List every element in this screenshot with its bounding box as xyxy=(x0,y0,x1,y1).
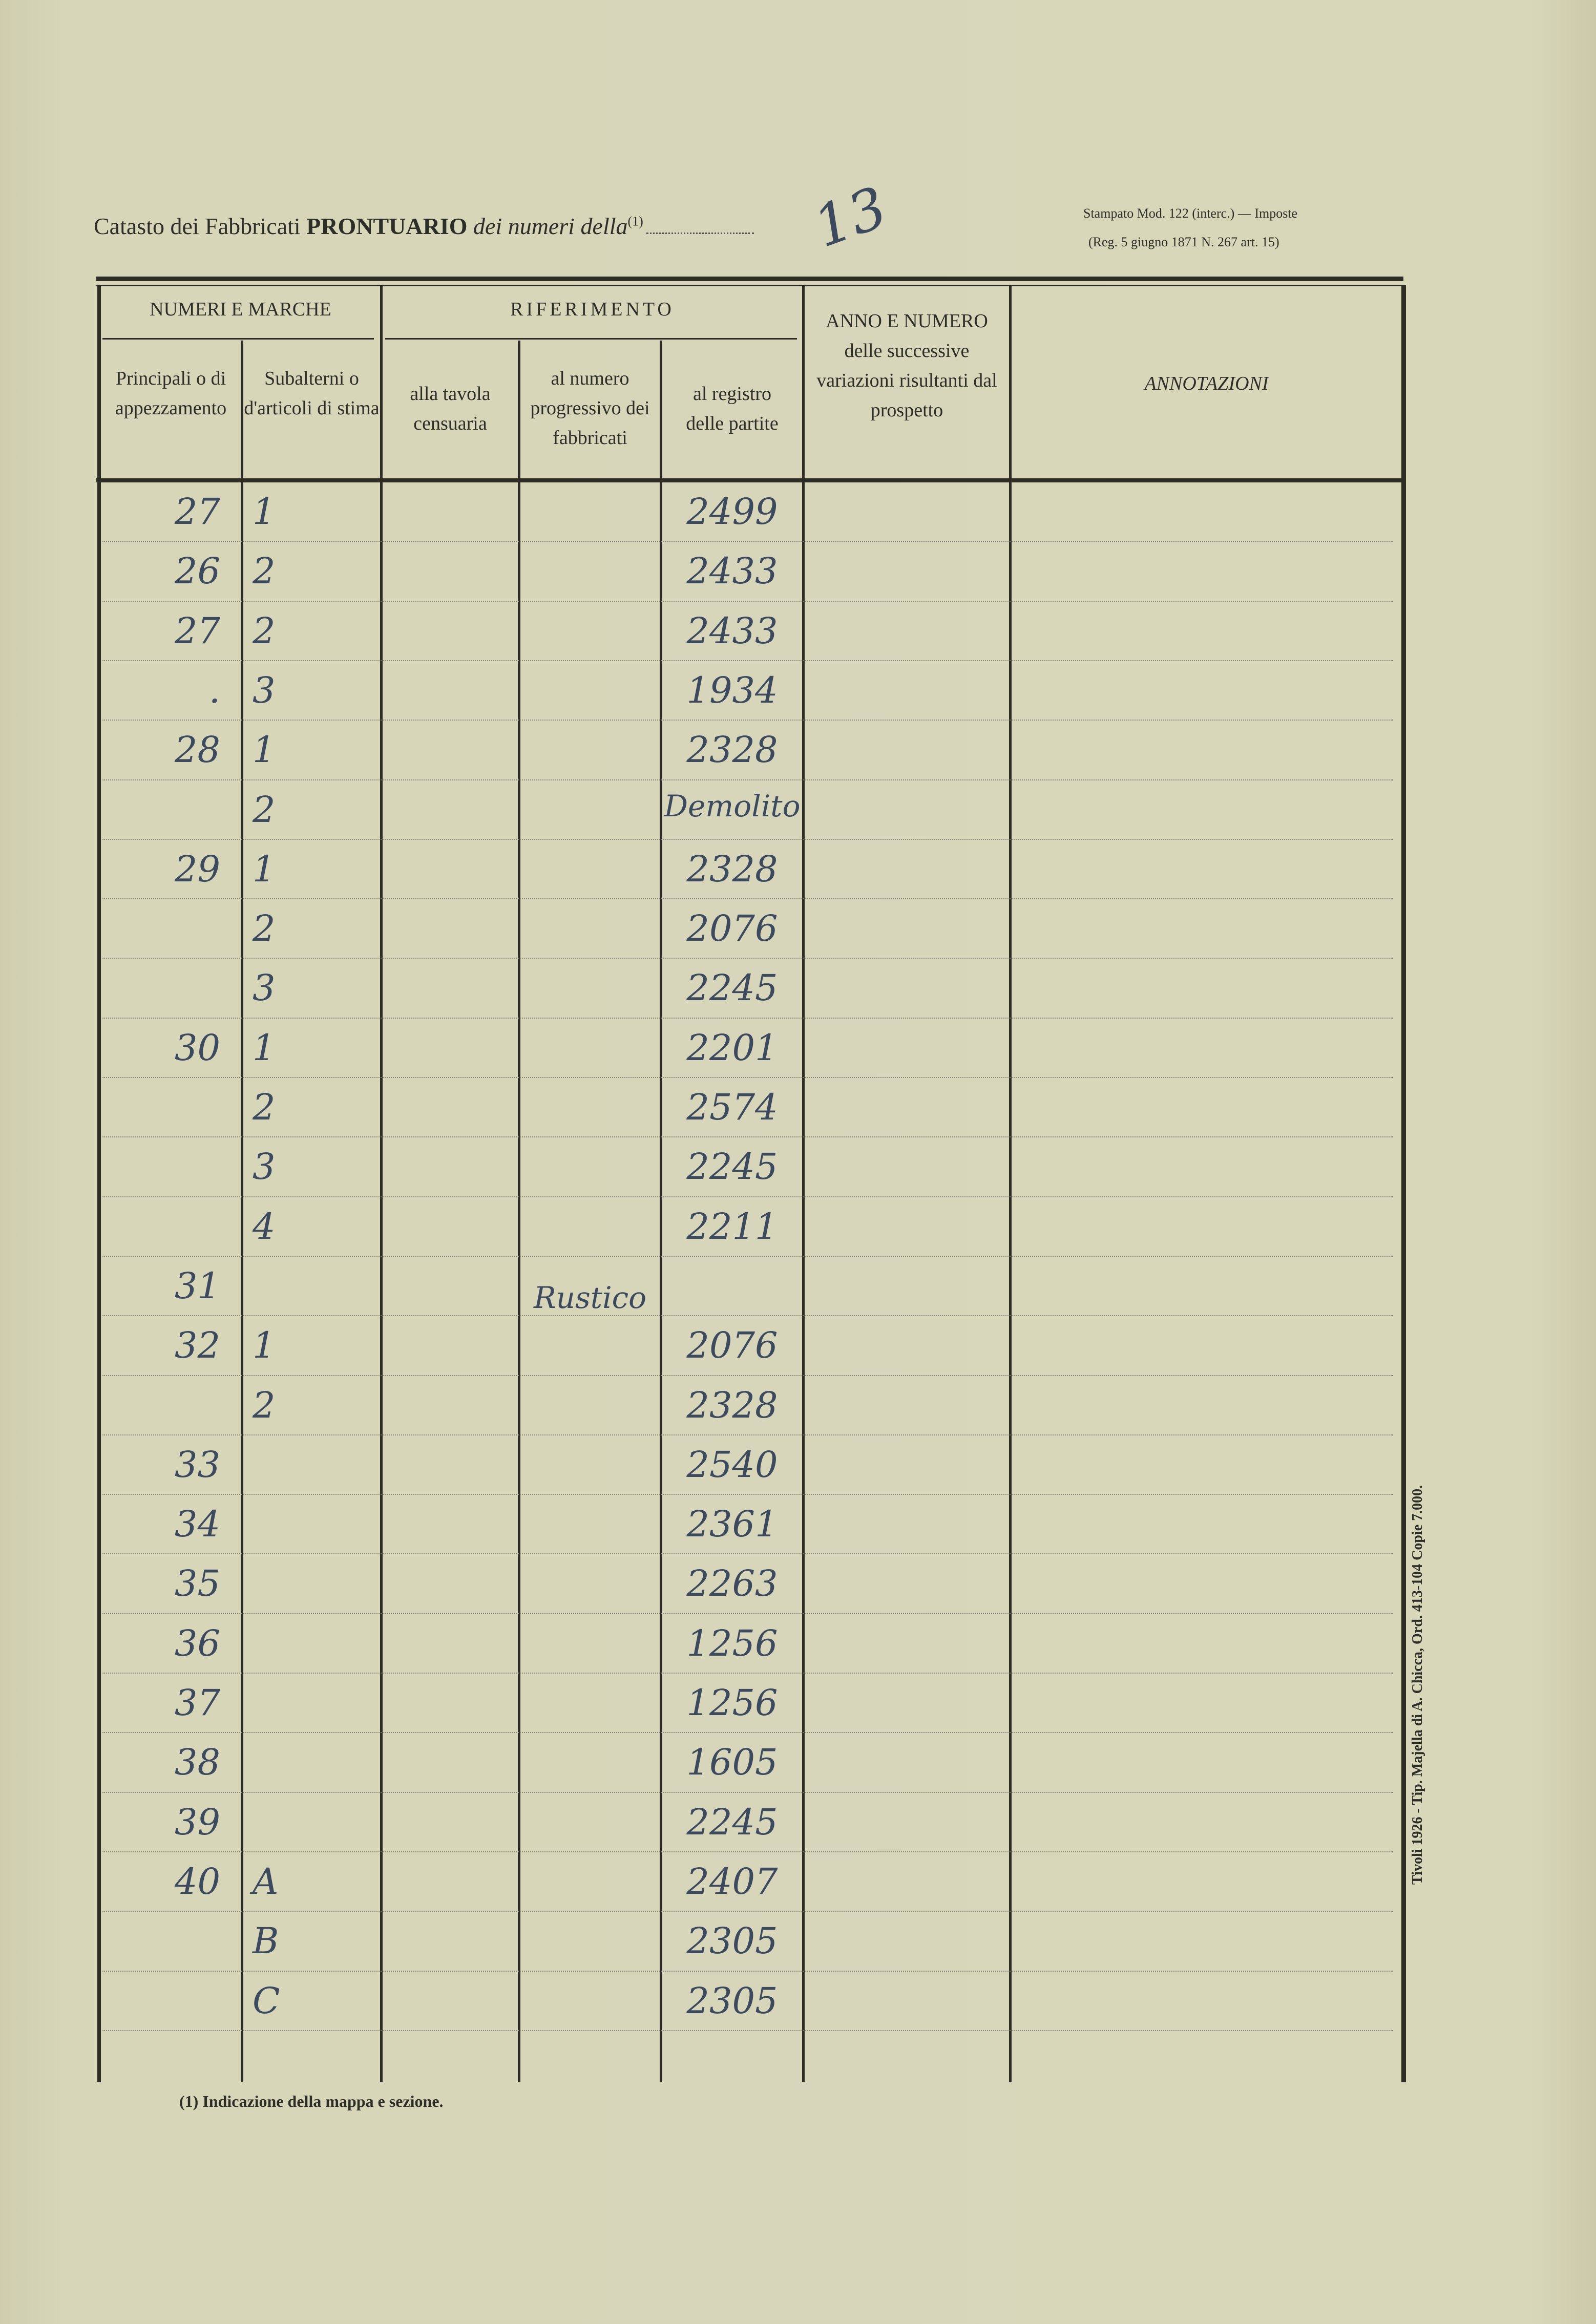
col-border xyxy=(1009,285,1012,2082)
table-top-rule xyxy=(96,277,1403,281)
row-rule xyxy=(102,1911,1393,1912)
cell-subalterno: 1 xyxy=(253,1026,276,1069)
cell-subalterno: 2 xyxy=(253,1384,276,1426)
cell-principale: 40 xyxy=(174,1860,220,1903)
cell-principale: . xyxy=(208,669,220,711)
cell-principale: 38 xyxy=(174,1741,220,1784)
cell-registro: 2328 xyxy=(686,848,778,890)
cell-principale: 29 xyxy=(174,848,220,890)
cell-principale: 37 xyxy=(174,1682,220,1724)
cell-principale: 33 xyxy=(174,1443,220,1486)
cell-registro: 1256 xyxy=(686,1682,778,1724)
riferimento-divider xyxy=(385,338,797,340)
cell-subalterno: 3 xyxy=(253,967,276,1009)
cell-registro: 2574 xyxy=(686,1086,778,1128)
row-rule xyxy=(102,1732,1393,1733)
cell-subalterno: C xyxy=(253,1979,280,2022)
cell-registro: 2263 xyxy=(686,1562,778,1605)
title-prefix: Catasto dei Fabbricati xyxy=(94,213,301,239)
cell-principale: 26 xyxy=(174,550,220,593)
stamp-line-2: (Reg. 5 giugno 1871 N. 267 art. 15) xyxy=(1088,235,1279,249)
cell-principale: 31 xyxy=(174,1264,220,1307)
row-rule xyxy=(102,1256,1393,1257)
cell-subalterno: 3 xyxy=(253,669,276,711)
row-rule xyxy=(102,1971,1393,1972)
row-rule xyxy=(102,2030,1393,2031)
header-bottom-rule xyxy=(96,478,1403,482)
row-rule xyxy=(102,1196,1393,1197)
cell-registro: 2305 xyxy=(686,1979,778,2022)
cell-principale: 27 xyxy=(174,491,220,533)
cell-registro: 2245 xyxy=(686,967,778,1009)
header-riferimento: RIFERIMENTO xyxy=(510,299,675,320)
cell-subalterno: 2 xyxy=(253,907,276,950)
row-rule xyxy=(102,1673,1393,1674)
cell-registro: 2076 xyxy=(686,1324,778,1367)
cell-registro: 1605 xyxy=(686,1741,778,1784)
row-rule xyxy=(102,1851,1393,1852)
cell-principale: 34 xyxy=(174,1503,220,1546)
row-rule xyxy=(102,839,1393,840)
footnote: (1) Indicazione della mappa e sezione. xyxy=(179,2092,444,2110)
row-rule xyxy=(102,1315,1393,1316)
header-tavola: alla tavola censuaria xyxy=(410,383,491,434)
row-rule xyxy=(102,779,1393,780)
cell-registro: Demolito xyxy=(664,788,801,823)
cell-registro: 2305 xyxy=(686,1920,778,1962)
row-rule xyxy=(102,1077,1393,1078)
row-rule xyxy=(102,1494,1393,1495)
map-fill-line xyxy=(646,233,754,234)
numeri-divider xyxy=(102,338,374,340)
row-rule xyxy=(102,1613,1393,1614)
col-border xyxy=(97,285,101,2082)
footnote-mark: (1) xyxy=(627,214,643,229)
cell-registro: 1256 xyxy=(686,1622,778,1664)
title-italic: dei numeri della xyxy=(473,213,628,239)
row-rule xyxy=(102,1553,1393,1554)
cell-subalterno: 3 xyxy=(253,1146,276,1188)
col-border xyxy=(518,341,520,2082)
row-rule xyxy=(102,660,1393,661)
cell-subalterno: 1 xyxy=(253,729,276,771)
cell-registro: 2361 xyxy=(686,1503,778,1546)
row-rule xyxy=(102,1434,1393,1435)
header-progressivo: al numero progressivo dei fabbricati xyxy=(530,368,650,449)
cell-principale: 32 xyxy=(174,1324,220,1367)
cell-registro: 2433 xyxy=(686,550,778,593)
cell-registro: 2076 xyxy=(686,907,778,950)
cell-registro: 2328 xyxy=(686,729,778,771)
header-registro: al registro delle partite xyxy=(686,383,779,434)
cell-principale: 35 xyxy=(174,1562,220,1605)
header-principali: Principali o di appezzamento xyxy=(115,368,227,419)
cell-subalterno: 2 xyxy=(253,788,276,831)
cell-principale: 30 xyxy=(174,1026,220,1069)
cell-subalterno: 2 xyxy=(253,550,276,593)
cell-principale: 28 xyxy=(174,729,220,771)
cell-registro: 2245 xyxy=(686,1146,778,1188)
header-subalterni: Subalterni o d'articoli di stima xyxy=(244,368,380,419)
printer-note: Tivoli 1926 - Tip. Majella di A. Chicca, Ord. 413-104 Copie 7.000. xyxy=(1410,1485,1425,1885)
row-rule xyxy=(102,601,1393,602)
header-anno-numero: ANNO E NUMERO delle successive variazioni risultanti dal prospetto xyxy=(816,310,997,421)
cell-subalterno: 2 xyxy=(253,609,276,652)
cell-registro: 2540 xyxy=(686,1443,778,1486)
cell-registro: 2211 xyxy=(686,1205,778,1248)
row-rule xyxy=(102,541,1393,542)
col-border xyxy=(1401,285,1406,2082)
cell-principale: 39 xyxy=(174,1801,220,1843)
table-top-rule-thin xyxy=(96,285,1403,286)
stamp-line-1: Stampato Mod. 122 (interc.) — Imposte xyxy=(1083,206,1298,221)
row-rule xyxy=(102,720,1393,721)
header-annotazioni: ANNOTAZIONI xyxy=(1144,373,1269,394)
row-rule xyxy=(102,1136,1393,1137)
cell-registro: 2328 xyxy=(686,1384,778,1426)
cell-registro: 2433 xyxy=(686,609,778,652)
cell-registro: 2201 xyxy=(686,1026,778,1069)
cell-subalterno: 1 xyxy=(253,848,276,890)
row-rule xyxy=(102,898,1393,899)
cell-subalterno: 1 xyxy=(253,491,276,533)
col-border xyxy=(380,285,383,2082)
col-border xyxy=(802,285,805,2082)
header-numeri-e-marche: NUMERI E MARCHE xyxy=(150,299,331,320)
cell-registro: 2407 xyxy=(686,1860,778,1903)
page-title xyxy=(94,213,754,240)
cell-registro: 2245 xyxy=(686,1801,778,1843)
cell-subalterno: 4 xyxy=(253,1205,276,1248)
row-rule xyxy=(102,1018,1393,1019)
cell-principale: 36 xyxy=(174,1622,220,1664)
cell-subalterno: A xyxy=(253,1860,279,1903)
map-number: 13 xyxy=(805,174,895,261)
title-bold: PRONTUARIO xyxy=(306,213,468,239)
row-rule xyxy=(102,1375,1393,1376)
cell-registro: 2499 xyxy=(686,491,778,533)
cell-registro: 1934 xyxy=(686,669,778,711)
cell-subalterno: B xyxy=(253,1920,279,1962)
cell-principale: 27 xyxy=(174,609,220,652)
cell-subalterno: 1 xyxy=(253,1324,276,1367)
cell-progressivo: Rustico xyxy=(533,1280,647,1315)
row-rule xyxy=(102,958,1393,959)
row-rule xyxy=(102,1792,1393,1793)
cell-subalterno: 2 xyxy=(253,1086,276,1128)
